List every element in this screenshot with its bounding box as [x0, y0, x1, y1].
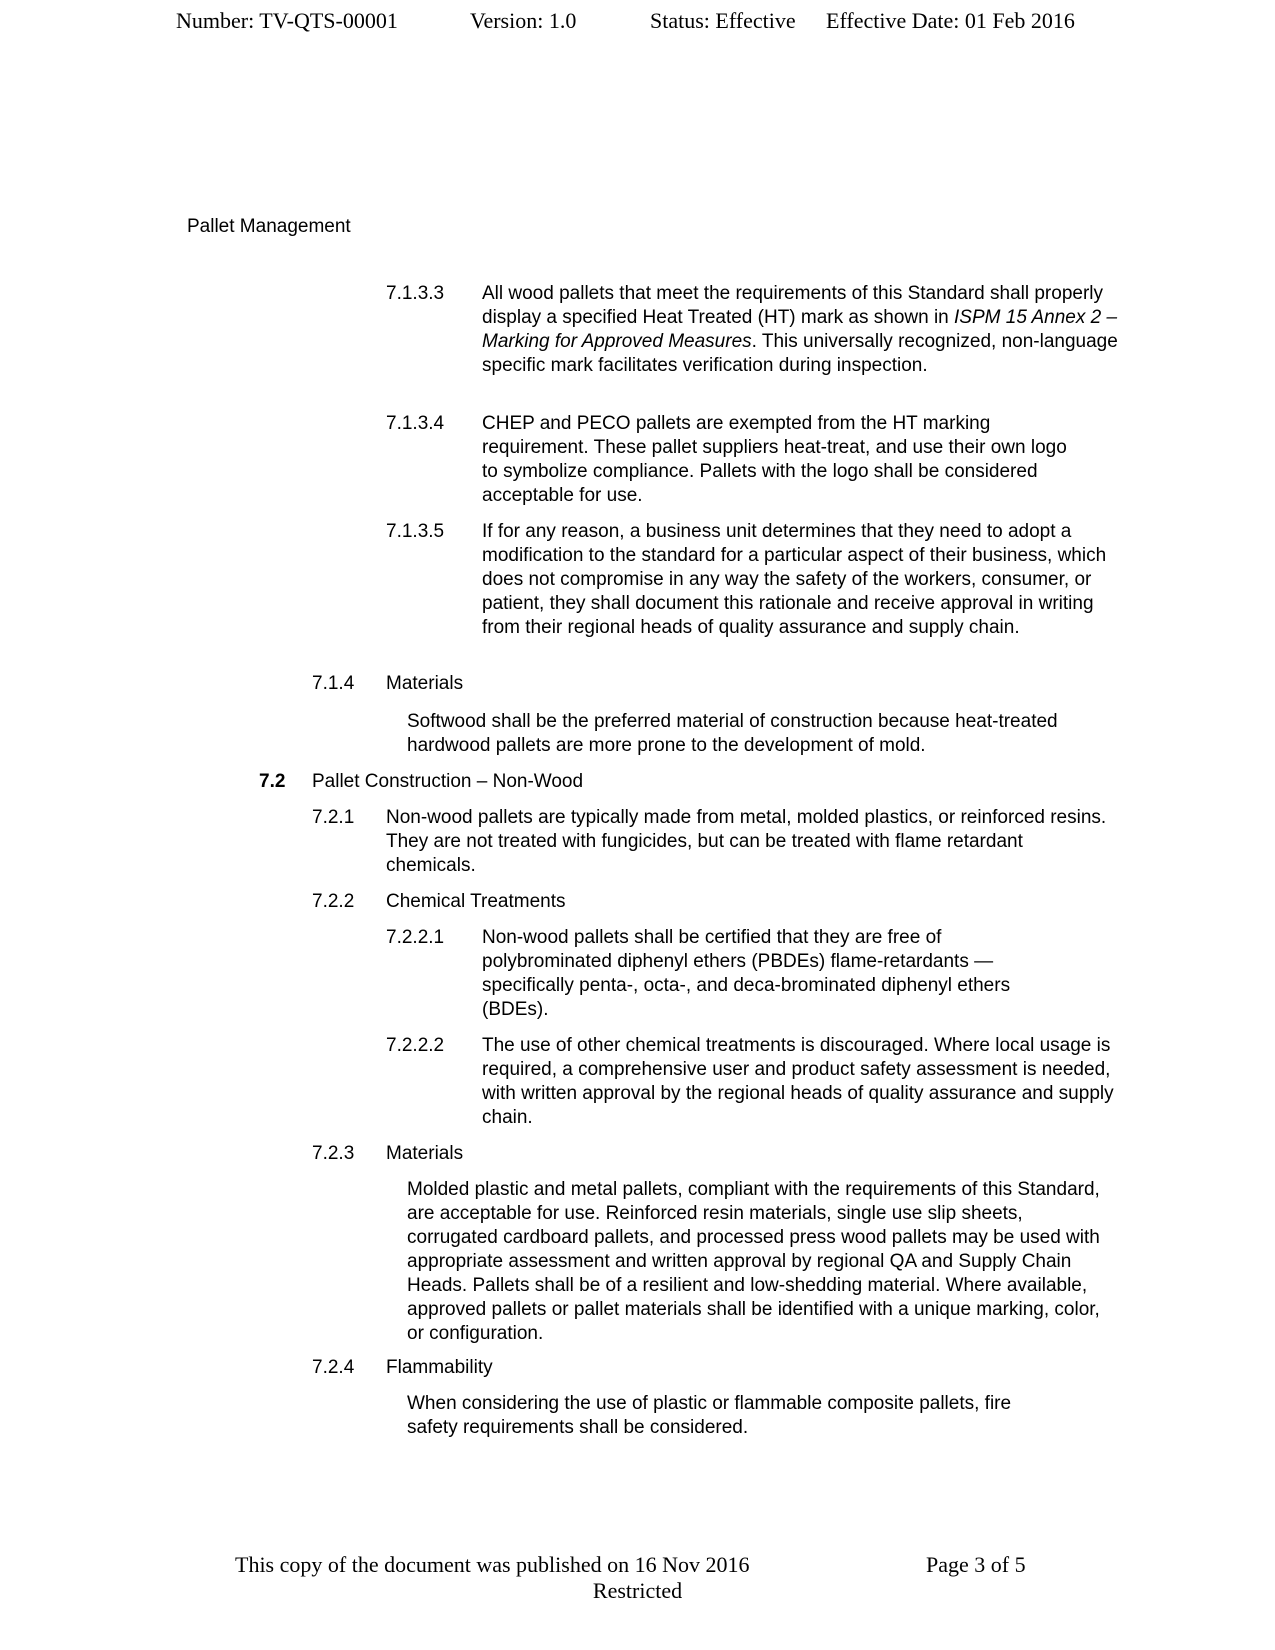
clause-reference-italic: ISPM 15 Annex 2 – Marking for Approved Measures: [482, 307, 1118, 352]
clause-number-7-2-1: 7.2.1: [312, 807, 355, 828]
clause-number-7-2-2: 7.2.2: [312, 891, 355, 912]
clause-text-7-1-3-3: [482, 282, 1122, 378]
clause-number-7-1-3-3: 7.1.3.3: [386, 283, 445, 304]
clause-title-7-2-4: Flammability: [386, 1357, 493, 1378]
section-title: Pallet Management: [187, 216, 351, 237]
clause-title-7-2-2: Chemical Treatments: [386, 891, 566, 912]
document-header: [0, 8, 1275, 38]
clause-text-part: All wood pallets that meet the requirements of this Standard shall properly display a specified Heat Treated (HT) mark as shown in: [482, 283, 1103, 328]
clause-text-7-1-3-4: CHEP and PECO pallets are exempted from the HT marking requirement. These pallet suppliers heat-treat, and use their own logo to symbolize compliance. Pallets with the logo shall be considered acceptable for use.: [482, 413, 1067, 506]
clause-text-7-2-2-1: Non-wood pallets shall be certified that they are free of polybrominated diphenyl ethers (PBDEs) flame-retardants — specifically penta-, octa-, and deca-brominated diphenyl ethers (BDEs).: [482, 927, 1011, 1020]
clause-title-7-1-4: Materials: [386, 673, 464, 694]
clause-number-7-2-4: 7.2.4: [312, 1357, 355, 1378]
clause-number-7-1-3-4: 7.1.3.4: [386, 413, 445, 434]
document-status: Status: Effective: [650, 8, 796, 33]
document-effective-date: Effective Date: 01 Feb 2016: [826, 8, 1075, 33]
document-version: Version: 1.0: [470, 8, 577, 33]
publication-notice: This copy of the document was published on 16 Nov 2016: [235, 1552, 750, 1577]
clause-body-7-2-3: Molded plastic and metal pallets, compliant with the requirements of this Standard, are acceptable for use. Reinforced resin materials, single use slip sheets, corrugated cardboard pallets, and processed press wood pallets may be used with appropriate assessment and written approval by regional QA and Supply Chain Heads. Pallets shall be of a resilient and low-shedding material. Where available, approved pallets or pallet materials shall be identified with a unique marking, color, or configuration.: [407, 1179, 1100, 1344]
clause-text-7-2-1: Non-wood pallets are typically made from metal, molded plastics, or reinforced resins. They are not treated with fungicides, but can be treated with flame retardant chemicals.: [386, 807, 1107, 876]
clause-title-7-2-3: Materials: [386, 1143, 464, 1164]
clause-body-7-2-4: When considering the use of plastic or flammable composite pallets, fire safety requirements shall be considered.: [407, 1393, 1012, 1438]
section-title-7-2: Pallet Construction – Non-Wood: [312, 771, 584, 792]
section-number-7-2: 7.2: [259, 771, 286, 792]
clause-body-7-1-4: Softwood shall be the preferred material of construction because heat-treated hardwood pallets are more prone to the development of mold.: [407, 711, 1058, 756]
classification-label: Restricted: [592, 1578, 683, 1603]
clause-number-7-2-3: 7.2.3: [312, 1143, 355, 1164]
clause-number-7-2-2-1: 7.2.2.1: [386, 927, 445, 948]
clause-text-7-2-2-2: The use of other chemical treatments is discouraged. Where local usage is required, a comprehensive user and product safety assessment is needed, with written approval by the regional heads of quality assurance and supply chain.: [482, 1035, 1114, 1128]
page-number: Page 3 of 5: [926, 1552, 1026, 1577]
clause-number-7-1-3-5: 7.1.3.5: [386, 521, 445, 542]
clause-text-part: . This universally recognized, non-language specific mark facilitates verification during inspection.: [482, 331, 1118, 376]
clause-text-7-1-3-5: If for any reason, a business unit determines that they need to adopt a modification to the standard for a particular aspect of their business, which does not compromise in any way the safety of the workers, consumer, or patient, they shall document this rationale and receive approval in writing from their regional heads of quality assurance and supply chain.: [482, 521, 1107, 638]
clause-number-7-1-4: 7.1.4: [312, 673, 355, 694]
document-number: Number: TV-QTS-00001: [176, 8, 398, 33]
clause-number-7-2-2-2: 7.2.2.2: [386, 1035, 445, 1056]
